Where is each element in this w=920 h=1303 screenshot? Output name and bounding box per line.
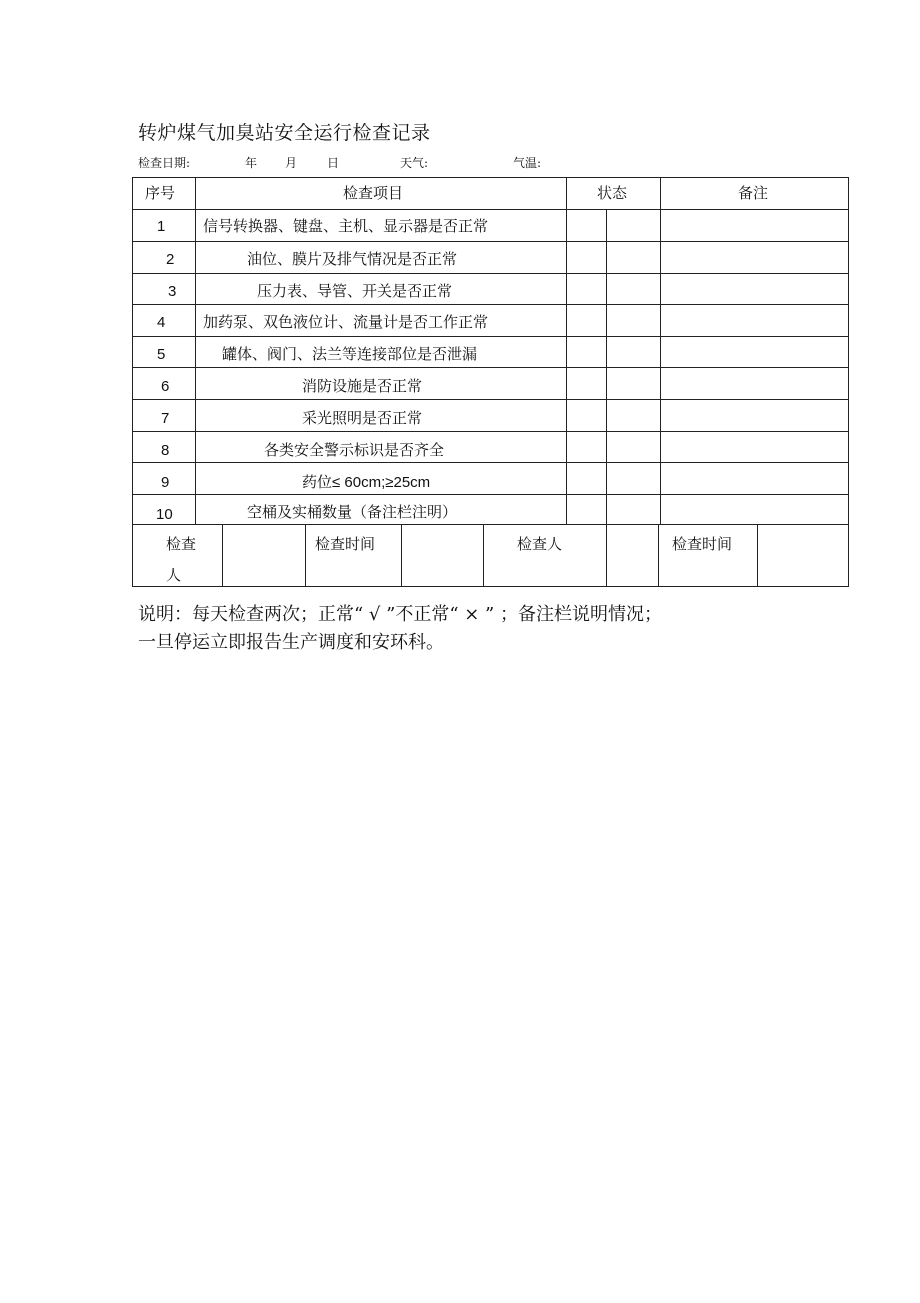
inspector-label: 检查 [166,535,197,553]
row-seq: 6 [161,378,170,395]
weather-label: 天气: [400,156,429,170]
table-grid-lines [132,177,849,587]
row-seq: 10 [156,506,173,523]
row-item: 采光照明是否正常 [302,409,423,427]
day-label: 日 [327,156,340,170]
header-status: 状态 [597,184,628,202]
temperature-label: 气温: [513,156,542,170]
header-remark: 备注 [738,184,769,202]
row-item: 加药泵、双色液位计、流量计是否工作正常 [203,313,489,331]
row-seq: 9 [161,474,170,491]
note-line-1: 说明：每天检查两次；正常“ √ ”不正常“ × ” ；备注栏说明情况； [138,604,662,625]
inspector2-label: 检查人 [517,535,563,553]
row-seq: 1 [157,218,166,235]
row-item: 空桶及实桶数量（备注栏注明） [247,503,458,521]
row-item: 油位、膜片及排气情况是否正常 [247,250,458,268]
inspection-table [132,177,849,587]
row-seq: 8 [161,442,170,459]
row-item: 信号转换器、键盘、主机、显示器是否正常 [203,217,489,235]
document-title: 转炉煤气加臭站安全运行检查记录 [138,122,431,144]
row-seq: 7 [161,410,170,427]
year-label: 年 [245,156,258,170]
month-label: 月 [285,156,298,170]
row-seq: 4 [157,314,166,331]
note-line-2: 一旦停运立即报告生产调度和安环科。 [138,632,444,653]
inspection-time-label: 检查时间 [315,535,376,553]
header-seq: 序号 [145,184,176,202]
header-item: 检查项目 [343,184,404,202]
date-label: 检查日期: [138,156,191,170]
row-item: 罐体、阀门、法兰等连接部位是否泄漏 [222,345,478,363]
row-item: 消防设施是否正常 [302,377,423,395]
row-seq: 2 [166,251,175,268]
row-item: 药位≤ 60cm;≥25cm [302,474,431,491]
row-item: 压力表、导管、开关是否正常 [257,282,453,300]
inspector-label-cont: 人 [166,566,182,584]
inspection-time2-label: 检查时间 [672,535,733,553]
row-item: 各类安全警示标识是否齐全 [264,441,445,459]
row-seq: 3 [168,283,177,300]
row-seq: 5 [157,346,166,363]
